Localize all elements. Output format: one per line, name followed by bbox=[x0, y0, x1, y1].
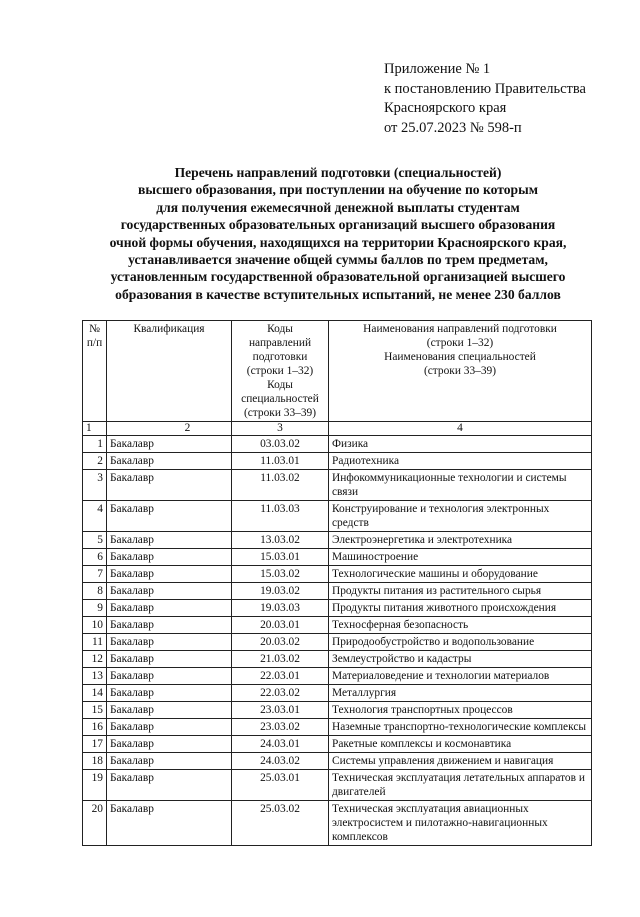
header-codes bbox=[232, 321, 329, 422]
row-code: 24.03.01 bbox=[232, 736, 329, 753]
row-qualification: Бакалавр bbox=[107, 617, 232, 634]
header-text: специальностей bbox=[241, 393, 319, 405]
row-qualification: Бакалавр bbox=[107, 801, 232, 846]
row-name: Наземные транспортно-технологические комплексы bbox=[329, 719, 592, 736]
row-qualification: Бакалавр bbox=[107, 685, 232, 702]
header-text: № bbox=[89, 323, 100, 335]
row-number: 9 bbox=[83, 600, 107, 617]
title-line: государственных образовательных организаций высшего образования bbox=[120, 217, 556, 233]
row-code: 13.03.02 bbox=[232, 532, 329, 549]
row-name: Машиностроение bbox=[329, 549, 592, 566]
column-number: 2 bbox=[107, 422, 232, 436]
table-row bbox=[83, 600, 592, 617]
table-row bbox=[83, 801, 592, 846]
row-qualification: Бакалавр bbox=[107, 651, 232, 668]
row-name: Продукты питания животного происхождения bbox=[329, 600, 592, 617]
table-row bbox=[83, 566, 592, 583]
row-number: 1 bbox=[83, 436, 107, 453]
row-qualification: Бакалавр bbox=[107, 719, 232, 736]
row-code: 11.03.02 bbox=[232, 470, 329, 501]
row-code: 24.03.02 bbox=[232, 753, 329, 770]
table-row bbox=[83, 436, 592, 453]
row-code: 19.03.03 bbox=[232, 600, 329, 617]
table-row bbox=[83, 702, 592, 719]
header-text: п/п bbox=[86, 337, 103, 349]
row-number: 18 bbox=[83, 753, 107, 770]
row-number: 8 bbox=[83, 583, 107, 600]
row-code: 23.03.01 bbox=[232, 702, 329, 719]
column-number: 3 bbox=[232, 422, 329, 436]
row-qualification: Бакалавр bbox=[107, 753, 232, 770]
header-text: Наименования направлений подготовки bbox=[363, 323, 557, 335]
row-qualification: Бакалавр bbox=[107, 436, 232, 453]
row-name: Системы управления движением и навигация bbox=[329, 753, 592, 770]
row-code: 19.03.02 bbox=[232, 583, 329, 600]
row-qualification: Бакалавр bbox=[107, 770, 232, 801]
header-text: Коды bbox=[267, 323, 293, 335]
table-header-row bbox=[83, 321, 592, 422]
row-code: 22.03.01 bbox=[232, 668, 329, 685]
header-text: Коды bbox=[267, 379, 293, 391]
row-qualification: Бакалавр bbox=[107, 702, 232, 719]
row-number: 3 bbox=[83, 470, 107, 501]
row-number: 13 bbox=[83, 668, 107, 685]
table-row bbox=[83, 583, 592, 600]
row-name: Электроэнергетика и электротехника bbox=[329, 532, 592, 549]
row-name: Материаловедение и технологии материалов bbox=[329, 668, 592, 685]
row-name: Техническая эксплуатация летательных аппаратов и двигателей bbox=[329, 770, 592, 801]
row-number: 19 bbox=[83, 770, 107, 801]
row-code: 11.03.01 bbox=[232, 453, 329, 470]
row-code: 23.03.02 bbox=[232, 719, 329, 736]
row-number: 17 bbox=[83, 736, 107, 753]
table-body bbox=[83, 436, 592, 846]
row-name: Природообустройство и водопользование bbox=[329, 634, 592, 651]
row-qualification: Бакалавр bbox=[107, 583, 232, 600]
row-number: 6 bbox=[83, 549, 107, 566]
appendix-block bbox=[384, 60, 586, 138]
row-code: 21.03.02 bbox=[232, 651, 329, 668]
row-name: Ракетные комплексы и космонавтика bbox=[329, 736, 592, 753]
header-text: (строки 1–32) bbox=[246, 365, 314, 377]
row-code: 25.03.01 bbox=[232, 770, 329, 801]
row-name: Физика bbox=[329, 436, 592, 453]
appendix-line: от 25.07.2023 № 598-п bbox=[384, 119, 522, 136]
row-qualification: Бакалавр bbox=[107, 453, 232, 470]
title-line: высшего образования, при поступлении на обучение по которым bbox=[138, 182, 538, 198]
table-row bbox=[83, 719, 592, 736]
title-line: образования в качестве вступительных испытаний, не менее 230 баллов bbox=[115, 286, 561, 302]
row-qualification: Бакалавр bbox=[107, 470, 232, 501]
header-text: (строки 1–32) bbox=[426, 337, 494, 349]
row-number: 12 bbox=[83, 651, 107, 668]
title-line: Перечень направлений подготовки (специальностей) bbox=[174, 165, 502, 180]
row-qualification: Бакалавр bbox=[107, 600, 232, 617]
row-name: Инфокоммуникационные технологии и системы связи bbox=[329, 470, 592, 501]
table-row bbox=[83, 549, 592, 566]
row-qualification: Бакалавр bbox=[107, 668, 232, 685]
row-name: Техносферная безопасность bbox=[329, 617, 592, 634]
row-code: 11.03.03 bbox=[232, 501, 329, 532]
table-row bbox=[83, 617, 592, 634]
table-row bbox=[83, 453, 592, 470]
header-names bbox=[329, 321, 592, 422]
row-number: 5 bbox=[83, 532, 107, 549]
row-name: Техническая эксплуатация авиационных электросистем и пилотажно-навигационных комплексов bbox=[329, 801, 592, 846]
row-number: 7 bbox=[83, 566, 107, 583]
table-row bbox=[83, 770, 592, 801]
title-line: для получения ежемесячной денежной выплаты студентам bbox=[156, 199, 520, 215]
appendix-line: к постановлению Правительства bbox=[384, 80, 586, 97]
row-number: 14 bbox=[83, 685, 107, 702]
row-name: Радиотехника bbox=[329, 453, 592, 470]
row-name: Технология транспортных процессов bbox=[329, 702, 592, 719]
row-number: 15 bbox=[83, 702, 107, 719]
row-qualification: Бакалавр bbox=[107, 566, 232, 583]
title-line: очной формы обучения, находящихся на территории Красноярского края, bbox=[109, 234, 567, 250]
table-row bbox=[83, 736, 592, 753]
row-number: 2 bbox=[83, 453, 107, 470]
header-text: направлений bbox=[248, 337, 312, 349]
table-row bbox=[83, 685, 592, 702]
table-row bbox=[83, 753, 592, 770]
row-number: 16 bbox=[83, 719, 107, 736]
title-line: установленным государственной образовательной организацией высшего bbox=[110, 269, 566, 285]
row-code: 15.03.02 bbox=[232, 566, 329, 583]
appendix-line: Красноярского края bbox=[384, 100, 507, 116]
appendix-line: Приложение № 1 bbox=[384, 61, 491, 77]
row-qualification: Бакалавр bbox=[107, 549, 232, 566]
row-number: 10 bbox=[83, 617, 107, 634]
row-name: Землеустройство и кадастры bbox=[329, 651, 592, 668]
row-code: 15.03.01 bbox=[232, 549, 329, 566]
directions-table bbox=[82, 320, 592, 846]
title-line: устанавливается значение общей суммы баллов по трем предметам, bbox=[128, 252, 548, 268]
header-num bbox=[83, 321, 107, 422]
row-number: 4 bbox=[83, 501, 107, 532]
row-number: 11 bbox=[83, 634, 107, 651]
row-code: 20.03.01 bbox=[232, 617, 329, 634]
table-row bbox=[83, 501, 592, 532]
row-qualification: Бакалавр bbox=[107, 634, 232, 651]
document-title bbox=[60, 164, 616, 303]
column-number-row bbox=[83, 422, 592, 436]
row-name: Технологические машины и оборудование bbox=[329, 566, 592, 583]
row-name: Продукты питания из растительного сырья bbox=[329, 583, 592, 600]
row-code: 03.03.02 bbox=[232, 436, 329, 453]
table-row bbox=[83, 651, 592, 668]
row-qualification: Бакалавр bbox=[107, 501, 232, 532]
header-text: Наименования специальностей bbox=[384, 351, 536, 363]
header-text: (строки 33–39) bbox=[243, 407, 317, 419]
row-number: 20 bbox=[83, 801, 107, 846]
header-text: подготовки bbox=[252, 351, 308, 363]
row-name: Металлургия bbox=[329, 685, 592, 702]
row-code: 25.03.02 bbox=[232, 801, 329, 846]
column-number: 1 bbox=[83, 422, 107, 436]
table-row bbox=[83, 634, 592, 651]
header-text: (строки 33–39) bbox=[423, 365, 497, 377]
table-row bbox=[83, 470, 592, 501]
row-code: 22.03.02 bbox=[232, 685, 329, 702]
table-row bbox=[83, 532, 592, 549]
header-qualification: Квалификация bbox=[107, 321, 232, 422]
row-qualification: Бакалавр bbox=[107, 532, 232, 549]
row-name: Конструирование и технология электронных средств bbox=[329, 501, 592, 532]
column-number: 4 bbox=[329, 422, 592, 436]
row-code: 20.03.02 bbox=[232, 634, 329, 651]
table-row bbox=[83, 668, 592, 685]
row-qualification: Бакалавр bbox=[107, 736, 232, 753]
